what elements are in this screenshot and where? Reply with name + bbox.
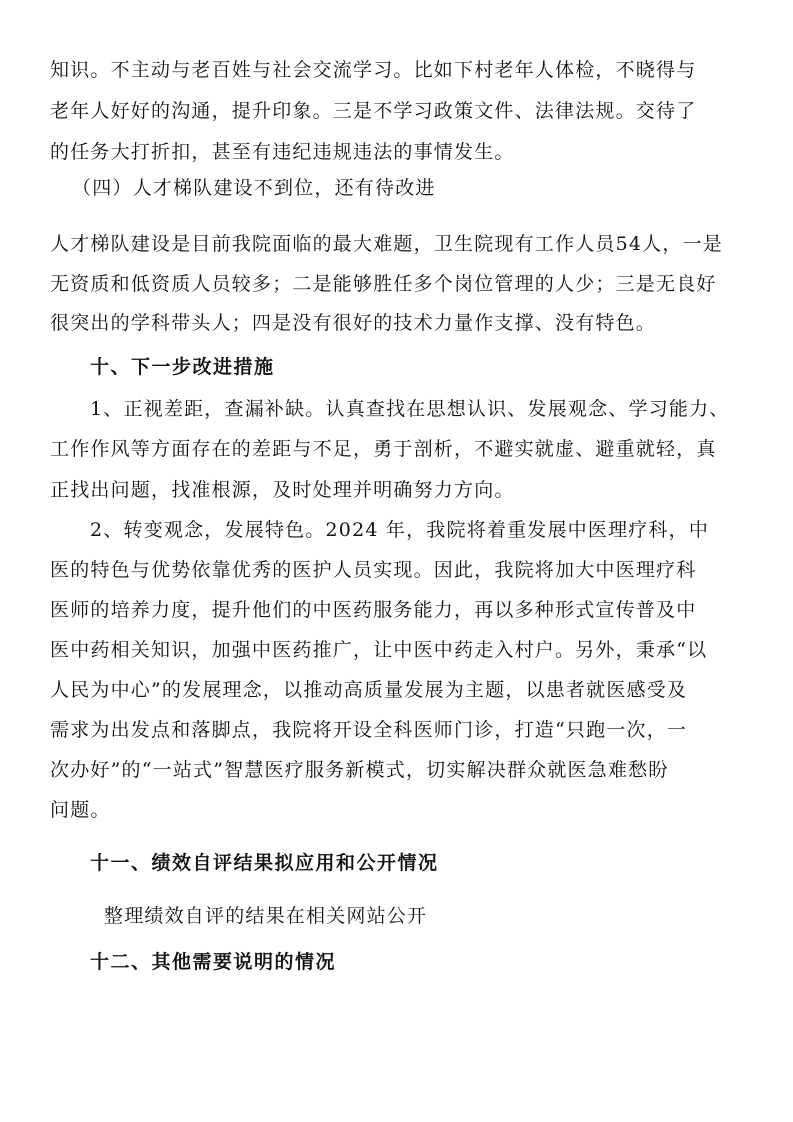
paragraph-line: 人才梯队建设是目前我院面临的最大难题，卫生院现有工作人员54人，一是 (50, 233, 723, 255)
paragraph-line: 工作作风等方面存在的差距与不足，勇于剖析，不避实就虚、避重就轻，真 (50, 438, 717, 460)
paragraph-line: 整理绩效自评的结果在相关网站公开 (104, 905, 428, 927)
paragraph-line: 知识。不主动与老百姓与社会交流学习。比如下村老年人体检，不晓得与 (50, 59, 697, 81)
paragraph-line: 医的特色与优势依靠优秀的医护人员实现。因此，我院将加大中医理疗科 (50, 559, 697, 581)
section-11-heading: 十一、绩效自评结果拟应用和公开情况 (90, 852, 439, 874)
paragraph-line: 医师的培养力度，提升他们的中医药服务能力，再以多种形式宣传普及中 (50, 599, 697, 621)
paragraph-line: 问题。 (50, 799, 111, 821)
section-4-heading: （四）人才梯队建设不到位，还有待改进 (72, 177, 436, 199)
paragraph-line: 需求为出发点和落脚点，我院将开设全科医师门诊，打造“只跑一次，一 (50, 719, 688, 741)
section-12-heading: 十二、其他需要说明的情况 (90, 951, 337, 973)
paragraph-line: 人民为中心”的发展理念，以推动高质量发展为主题，以患者就医感受及 (50, 679, 688, 701)
paragraph-line: 医中药相关知识，加强中医药推广，让中医中药走入村户。另外，秉承“以 (50, 639, 708, 661)
paragraph-line: 1、正视差距，查漏补缺。认真查找在思想认识、发展观念、学习能力、 (90, 398, 730, 420)
paragraph-line: 次办好”的“一站式”智慧医疗服务新模式，切实解决群众就医急难愁盼 (50, 759, 669, 781)
paragraph-line: 无资质和低资质人员较多；二是能够胜任多个岗位管理的人少；三是无良好 (50, 273, 717, 295)
paragraph-line: 很突出的学科带头人；四是没有很好的技术力量作支撑、没有特色。 (50, 312, 657, 334)
section-10-heading: 十、下一步改进措施 (90, 356, 275, 378)
paragraph-line: 老年人好好的沟通，提升印象。三是不学习政策文件、法律法规。交待了 (50, 100, 697, 122)
paragraph-line: 的任务大打折扣，甚至有违纪违规违法的事情发生。 (50, 141, 515, 163)
paragraph-line: 正找出问题，找准根源，及时处理并明确努力方向。 (50, 479, 515, 501)
paragraph-line: 2、转变观念，发展特色。2024 年，我院将着重发展中医理疗科，中 (90, 519, 710, 541)
